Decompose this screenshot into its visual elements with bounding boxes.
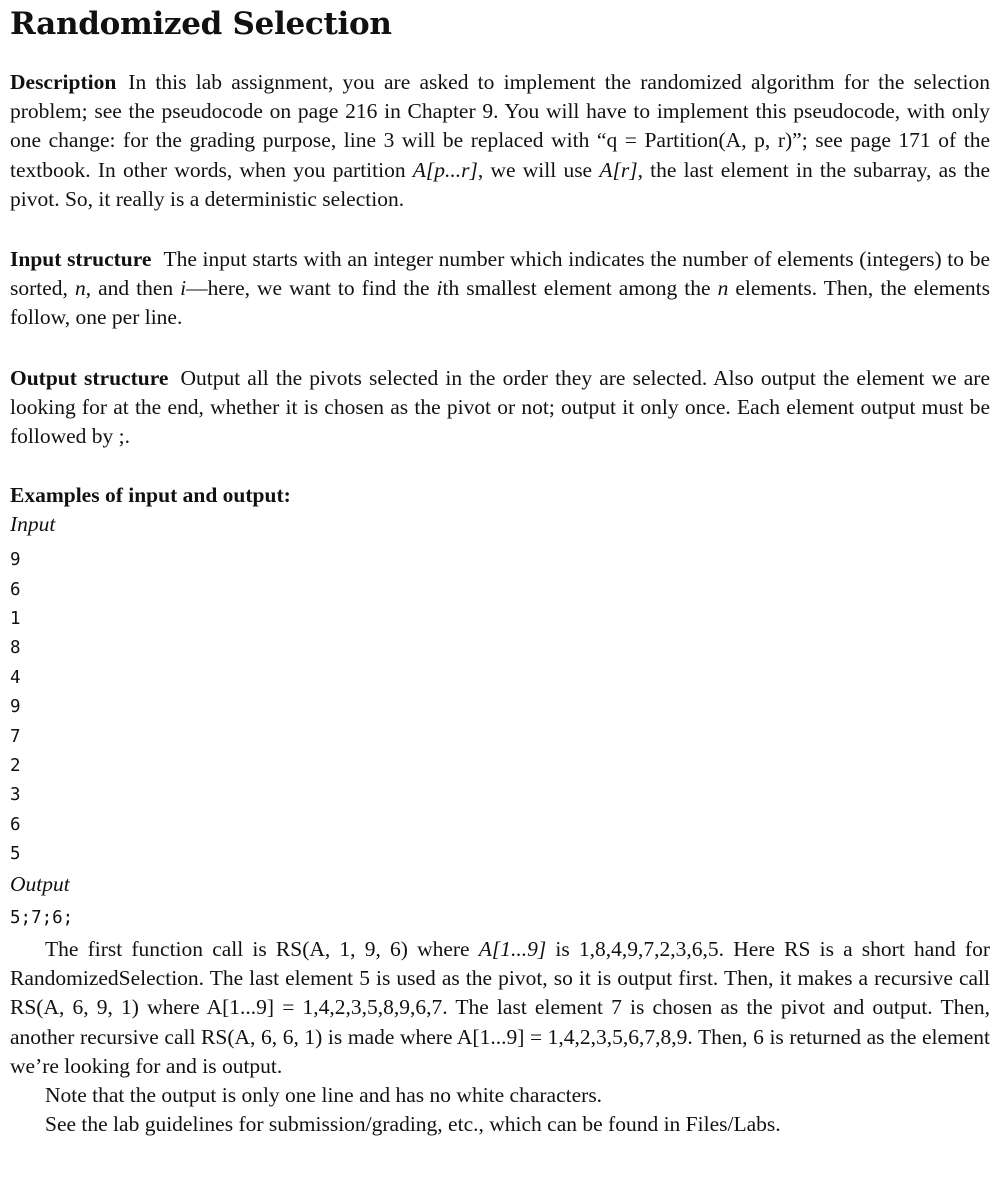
- input-structure-text-1: The input starts with an integer number which indicates the number of elements (integers) to be sorted,: [10, 247, 990, 301]
- explanation-paragraph: [10, 935, 990, 1081]
- input-structure-var-n: n: [74, 276, 86, 301]
- input-line: 9: [10, 550, 21, 571]
- description-heading: Description: [10, 70, 117, 94]
- input-structure-text-5: elements. Then, the elements follow, one per line.: [10, 276, 991, 330]
- input-structure-text-3: —here, we want to find the: [186, 276, 437, 301]
- guidelines-line: See the lab guidelines for submission/grading, etc., which can be found in Files/Labs.: [45, 1112, 781, 1137]
- explanation-text-1: The first function call is RS(A, 1, 9, 6) where: [45, 936, 479, 961]
- input-structure-var-i-2: i: [436, 276, 443, 301]
- page-title: Randomized Selection: [10, 6, 392, 42]
- description-paragraph: [10, 68, 990, 214]
- input-line: 6: [10, 579, 21, 600]
- input-structure-text-4: th smallest element among the: [442, 276, 718, 301]
- description-text-3: , the last element in the subarray, as the pivot. So, it really is a deterministic selection.: [10, 157, 990, 211]
- description-text-2: , we will use: [477, 157, 600, 182]
- input-structure-text-2: , and then: [85, 276, 181, 301]
- input-label: Input: [10, 512, 56, 537]
- explanation-text-2: is 1,8,4,9,7,2,3,6,5. Here RS is a short hand for RandomizedSelection. The last element 5 is used as the pivot, so it is output first. Then, it makes a recursive call RS(A, 6, 9, 1) where A[1...9] = 1,4,2,3,5,8,9,6,7. The last element 7 is chosen as the pivot and output. Then, another recursive call RS(A, 6, 6, 1) is made where A[1...9] = 1,4,2,3,5,6,7,8,9. Then, 6 is returned as the element we’re looking for and is output.: [10, 936, 990, 1078]
- description-math-1: A[p...r]: [412, 157, 478, 182]
- input-line: 6: [10, 814, 21, 835]
- description-math-2: A[r]: [599, 157, 638, 182]
- input-structure-heading: Input structure: [10, 247, 152, 272]
- input-line: 7: [10, 726, 21, 747]
- input-line: 5: [10, 844, 21, 865]
- input-structure-paragraph: [10, 245, 990, 333]
- examples-heading: Examples of input and output:: [10, 483, 291, 508]
- document-page: [10, 4, 990, 1139]
- input-structure-var-i: i: [180, 276, 187, 301]
- input-lines-list: [10, 546, 990, 869]
- output-label: Output: [10, 871, 70, 896]
- input-line: 3: [10, 785, 21, 806]
- input-structure-var-n-2: n: [717, 276, 729, 301]
- input-line: 2: [10, 755, 21, 776]
- input-line: 9: [10, 697, 21, 718]
- output-structure-text: Output all the pivots selected in the order they are selected. Also output the element we are looking for at the end, whether it is chosen as the pivot or not; output it only once. Each element output must be followed by ;.: [10, 365, 990, 449]
- input-line: 4: [10, 667, 21, 688]
- explanation-math-1: A[1...9]: [478, 936, 547, 961]
- output-line: 5;7;6;: [10, 907, 74, 928]
- output-structure-paragraph: [10, 364, 990, 452]
- note-line: Note that the output is only one line and has no white characters.: [45, 1082, 603, 1107]
- input-line: 1: [10, 609, 21, 630]
- input-line: 8: [10, 638, 21, 659]
- output-structure-heading: Output structure: [10, 365, 169, 390]
- description-text-1: In this lab assignment, you are asked to implement the randomized algorithm for the selection problem; see the pseudocode on page 216 in Chapter 9. You will have to implement this pseudocode, with only one change: for the grading purpose, line 3 will be replaced with “q = Partition(A, p, r)”; see page 171 of the textbook. In other words, when you partition: [10, 70, 990, 182]
